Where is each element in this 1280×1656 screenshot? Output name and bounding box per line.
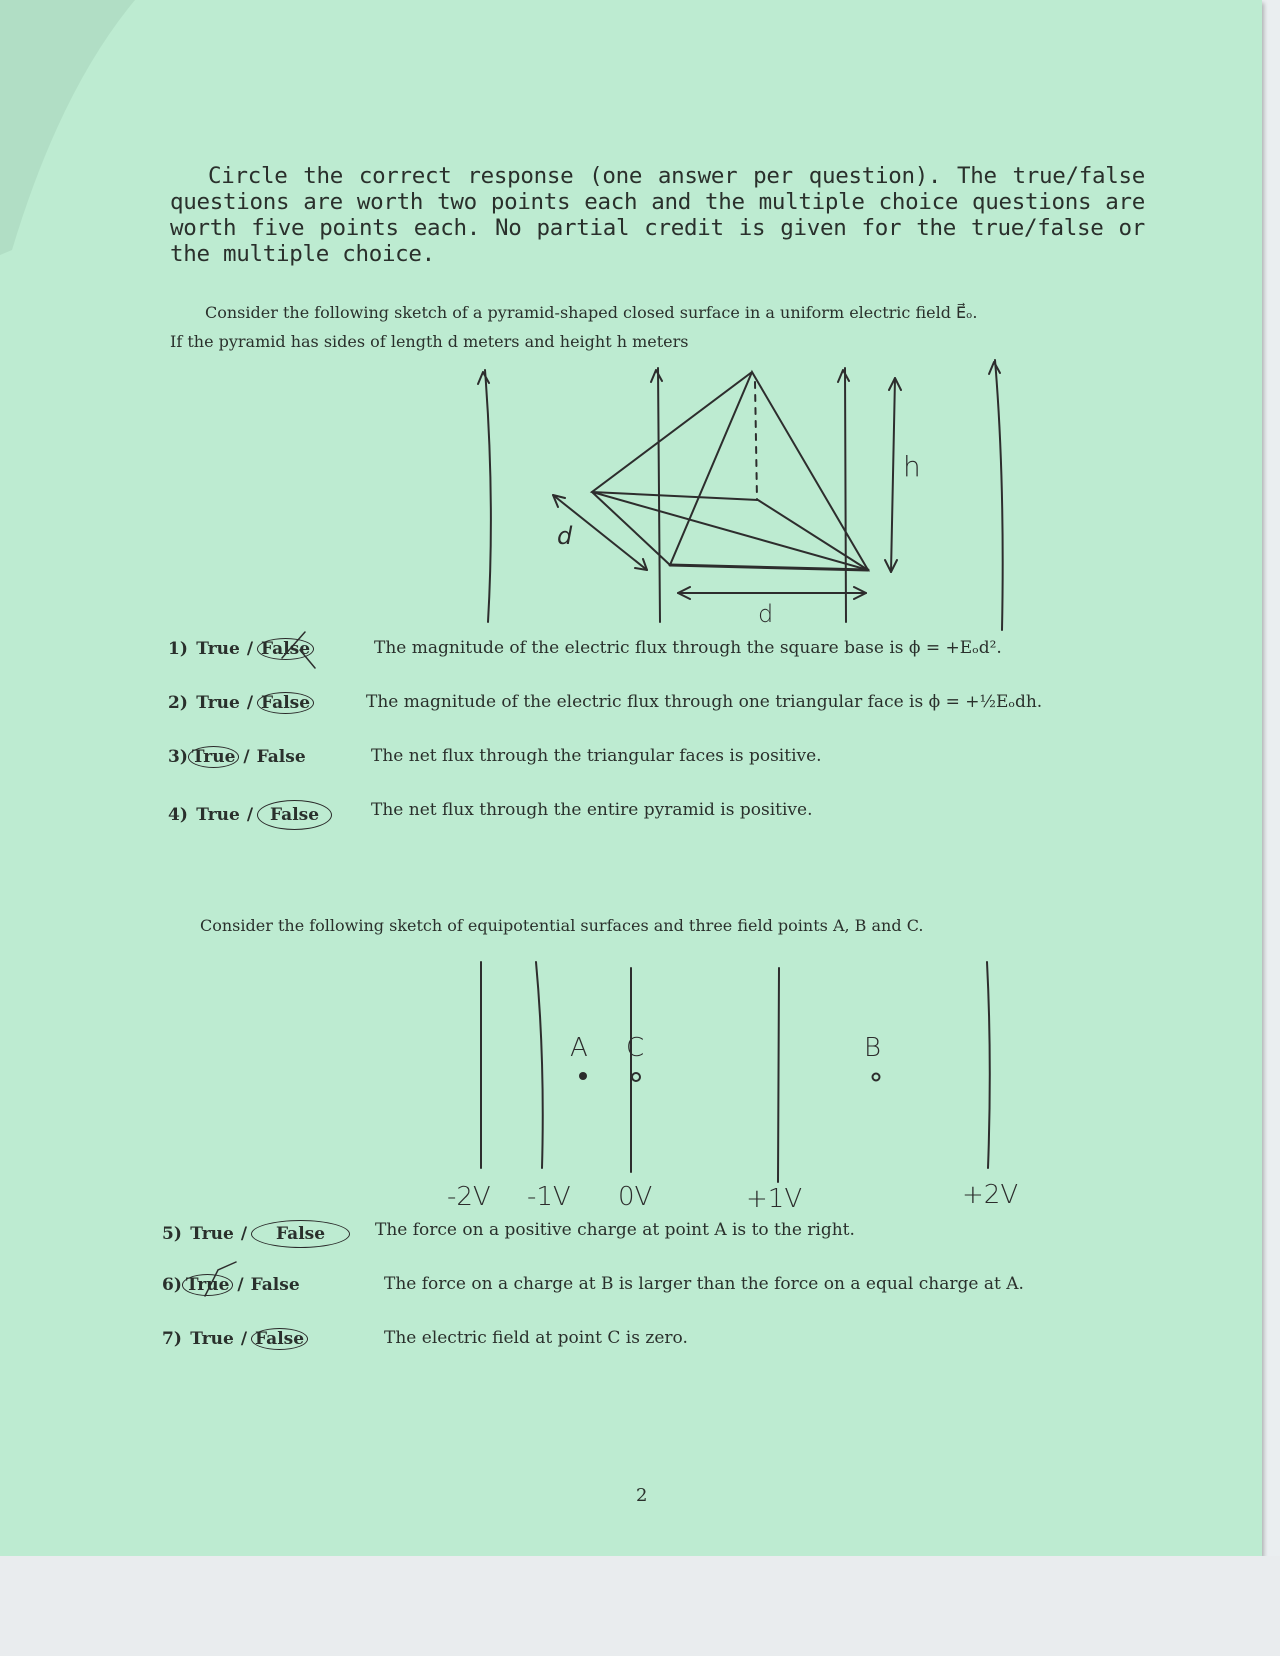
- potential-label-plus1: +1V: [746, 1184, 803, 1214]
- question-7: 7) True / False The electric field at point C is zero.: [162, 1328, 688, 1349]
- field-line: [658, 368, 660, 622]
- field-line-arrow: [651, 370, 662, 382]
- question-number: 5): [162, 1224, 182, 1244]
- false-option-circled[interactable]: False: [257, 638, 314, 660]
- question-statement: The magnitude of the electric flux through the square base is ϕ = +Eₒd².: [374, 638, 1002, 658]
- field-line-arrow: [478, 372, 489, 384]
- scan-background: [0, 1556, 1280, 1656]
- false-option[interactable]: False: [250, 1275, 300, 1295]
- section1-intro-line2: If the pyramid has sides of length d meters and height h meters: [170, 332, 689, 351]
- point-b-label: B: [864, 1033, 882, 1063]
- point-c-dot: [632, 1073, 640, 1081]
- diag-side-label: d: [557, 522, 573, 550]
- question-3: 3) True / False The net flux through the triangular faces is positive.: [168, 746, 822, 767]
- section2-intro: Consider the following sketch of equipotential surfaces and three field points A, B and C.: [200, 916, 924, 935]
- point-a-label: A: [570, 1033, 588, 1063]
- potential-label-minus2: -2V: [447, 1182, 491, 1212]
- pyramid-edges: [592, 372, 868, 570]
- section1-intro-line1: Consider the following sketch of a pyramid-shaped closed surface in a uniform electric field E⃗ₒ.: [205, 303, 978, 322]
- question-number: 3): [168, 747, 188, 767]
- true-option[interactable]: True: [190, 1329, 234, 1349]
- equipotential-line-minus1: [536, 962, 543, 1168]
- true-option[interactable]: True: [196, 805, 240, 825]
- height-label: h: [903, 450, 921, 483]
- question-number: 2): [168, 693, 188, 713]
- question-statement: The force on a positive charge at point A is to the right.: [375, 1220, 855, 1240]
- field-line-arrow: [838, 370, 849, 382]
- question-1: 1) True / False The magnitude of the electric flux through the square base is ϕ = +Eₒd².: [168, 638, 1002, 659]
- pyramid-height-dashed: [755, 382, 757, 500]
- base-side-label: d: [758, 600, 774, 628]
- pyramid-base-edge: [670, 565, 868, 570]
- page-number: 2: [636, 1485, 648, 1506]
- question-5: 5) True / False The force on a positive charge at point A is to the right.: [162, 1220, 350, 1248]
- false-option-circled[interactable]: False: [257, 692, 314, 714]
- false-option[interactable]: False: [256, 747, 306, 767]
- point-c-label: C: [626, 1033, 645, 1063]
- false-option-circled[interactable]: False: [251, 1328, 308, 1350]
- potential-label-minus1: -1V: [527, 1182, 571, 1212]
- true-option[interactable]: True: [196, 639, 240, 659]
- false-option-circled[interactable]: False: [257, 800, 332, 830]
- true-option[interactable]: True: [196, 693, 240, 713]
- true-option[interactable]: True: [190, 1224, 234, 1244]
- question-number: 1): [168, 639, 188, 659]
- question-statement: The magnitude of the electric flux through one triangular face is ϕ = +½Eₒdh.: [366, 692, 1043, 712]
- question-statement: The net flux through the triangular faces is positive.: [371, 746, 822, 766]
- question-statement: The net flux through the entire pyramid is positive.: [371, 800, 813, 820]
- question-number: 6): [162, 1275, 182, 1295]
- question-statement: The force on a charge at B is larger than the force on a equal charge at A.: [384, 1274, 1024, 1294]
- page-fold-shadow: [0, 0, 140, 260]
- true-option-circled[interactable]: True: [182, 1274, 234, 1296]
- height-arrow: [891, 378, 895, 572]
- question-2: 2) True / False The magnitude of the electric flux through one triangular face is ϕ = +½Eₒdh.: [168, 692, 1043, 713]
- true-option-circled[interactable]: True: [188, 746, 240, 768]
- potential-label-zero: 0V: [618, 1182, 653, 1212]
- point-b-dot: [873, 1074, 880, 1081]
- question-6: 6) True / False The force on a charge at B is larger than the force on a equal charge at A.: [162, 1274, 1024, 1295]
- false-option-circled[interactable]: False: [251, 1220, 350, 1248]
- field-line-arrow: [989, 362, 1000, 374]
- instructions-paragraph: Circle the correct response (one answer per question). The true/false questions are worth two points each and the multiple choice questions are worth five points each. No partial credit is given for the true/false or the multiple choice.: [170, 163, 1145, 267]
- equipotential-line-plus1: [778, 968, 779, 1182]
- point-a-dot: [579, 1072, 587, 1080]
- field-line: [995, 360, 1003, 630]
- potential-label-plus2: +2V: [962, 1180, 1019, 1210]
- equipotential-line-plus2: [987, 962, 990, 1168]
- field-line: [485, 370, 491, 622]
- question-number: 7): [162, 1329, 182, 1349]
- question-statement: The electric field at point C is zero.: [384, 1328, 688, 1348]
- pyramid-back-edges: [592, 492, 868, 570]
- field-line: [845, 368, 846, 622]
- question-number: 4): [168, 805, 188, 825]
- question-4: 4) True / False The net flux through the entire pyramid is positive.: [168, 800, 332, 830]
